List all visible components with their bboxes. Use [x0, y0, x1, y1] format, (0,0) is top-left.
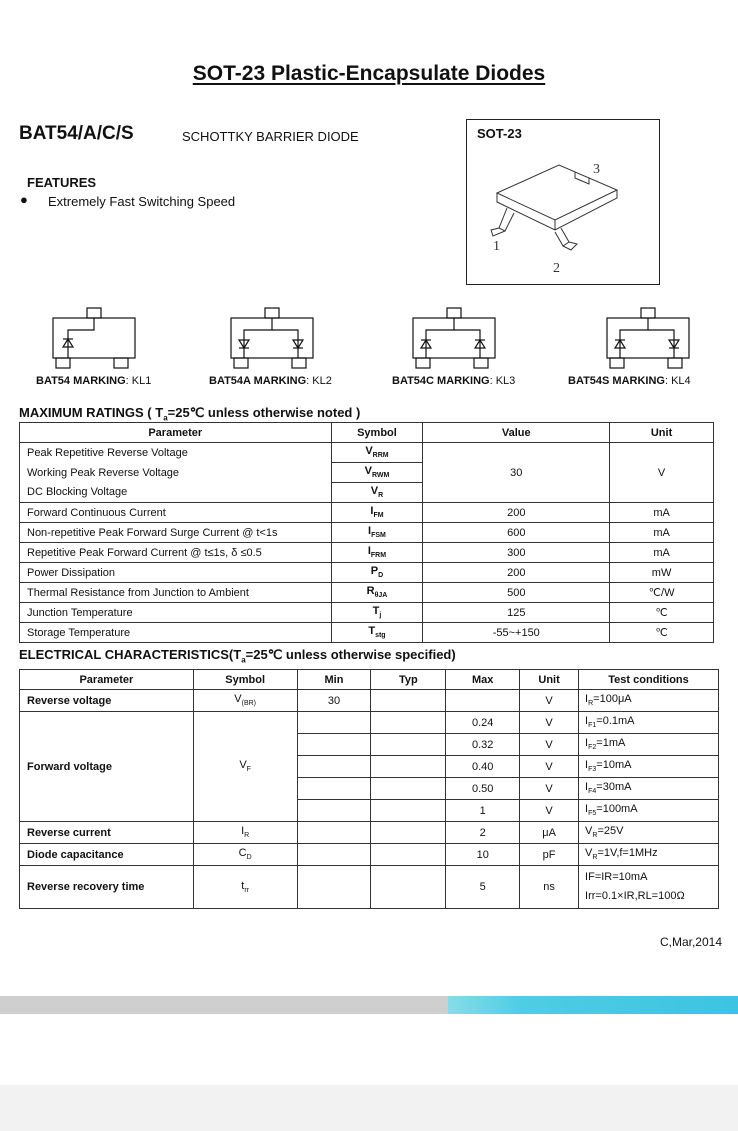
- bat54a-schematic: [222, 303, 322, 371]
- sot23-package-drawing: [467, 120, 661, 286]
- feature-item: Extremely Fast Switching Speed: [48, 194, 236, 209]
- marking-bat54c: BAT54C MARKING: KL3: [392, 375, 516, 387]
- marking-bat54s: BAT54S MARKING: KL4: [568, 375, 691, 387]
- marking-bat54a: BAT54A MARKING: KL2: [209, 375, 332, 387]
- table-header-row: Parameter Symbol Min Typ Max Unit Test conditions: [20, 670, 719, 690]
- bat54c-schematic: [404, 303, 504, 371]
- table-row: Peak Repetitive Reverse Voltage $V_{RRM}$ 30 V: [20, 443, 714, 463]
- pin-1-label: 1: [493, 239, 500, 254]
- table-row: DC Blocking Voltage $V_R$: [20, 483, 714, 503]
- footer-bar-blue: [448, 996, 738, 1014]
- table-row: Reverse recovery time $t_{rr}$ 5 ns IF=IR=10mA Irr=0.1×IR,RL=100Ω: [20, 866, 719, 909]
- table-row: Repetitive Peak Forward Current @ t≤1s, δ ≤0.5 $I_{FRM}$ 300 mA: [20, 543, 714, 563]
- package-outline-box: [466, 119, 660, 285]
- part-number: BAT54/A/C/S: [19, 123, 134, 144]
- footer-bar-grey: [0, 996, 448, 1014]
- bottom-band: [0, 1085, 738, 1131]
- pin-3-label: 3: [593, 162, 600, 177]
- table-row: 0.50 V $I_{F4}=30mA$: [20, 778, 719, 800]
- table-row: Thermal Resistance from Junction to Ambient $R_{\theta JA}$ 500 ℃/W: [20, 583, 714, 603]
- table-row: Forward Continuous Current $I_{FM}$ 200 mA: [20, 503, 714, 523]
- marking-bat54: BAT54 MARKING: KL1: [36, 375, 152, 387]
- table-row: 1 V $I_{F5}=100mA$: [20, 800, 719, 822]
- table-row: Power Dissipation $P_D$ 200 mW: [20, 563, 714, 583]
- max-ratings-title: MAXIMUM RATINGS ( $T_a=25℃$ unless otherwise noted ): [19, 405, 361, 423]
- features-heading: FEATURES: [27, 175, 97, 190]
- table-row: 0.40 V $I_{F3}=10mA$: [20, 756, 719, 778]
- revision-date: C,Mar,2014: [659, 935, 722, 949]
- bat54s-schematic: [598, 303, 698, 371]
- table-row: Working Peak Reverse Voltage $V_{RWM}$: [20, 463, 714, 483]
- table-row: Diode capacitance $C_D$ 10 pF $V_R=1V,f=1MHz$: [20, 844, 719, 866]
- electrical-title: ELECTRICAL $CHARACTERISTICS(T_a=25℃$ unless otherwise specified): [19, 647, 456, 665]
- table-row: Forward voltage $V_F$ 0.24 V $I_{F1}=0.1mA$: [20, 712, 719, 734]
- max-ratings-table: [19, 422, 714, 643]
- table-row: Junction Temperature $T_j$ 125 ℃: [20, 603, 714, 623]
- electrical-table: [19, 669, 719, 909]
- table-row: Reverse current $I_R$ 2 μA $V_R=25V$: [20, 822, 719, 844]
- table-header-row: Parameter Symbol Value Unit: [20, 423, 714, 443]
- table-row: 0.32 V $I_{F2}=1mA$: [20, 734, 719, 756]
- pin-2-label: 2: [553, 261, 560, 276]
- bat54-schematic: [44, 303, 144, 371]
- table-row: Storage Temperature $T_{stg}$ -55~+150 ℃: [20, 623, 714, 643]
- table-row: Reverse voltage $V_{(BR)}$ 30 V $I_R=100\mu A$: [20, 690, 719, 712]
- document-title: SOT-23 Plastic-Encapsulate Diodes: [192, 62, 546, 85]
- table-row: Non-repetitive Peak Forward Surge Current @ t<1s $I_{FSM}$ 600 mA: [20, 523, 714, 543]
- part-description: SCHOTTKY BARRIER DIODE: [182, 129, 359, 144]
- package-label: SOT-23: [477, 126, 522, 141]
- bullet-icon: ●: [20, 192, 28, 207]
